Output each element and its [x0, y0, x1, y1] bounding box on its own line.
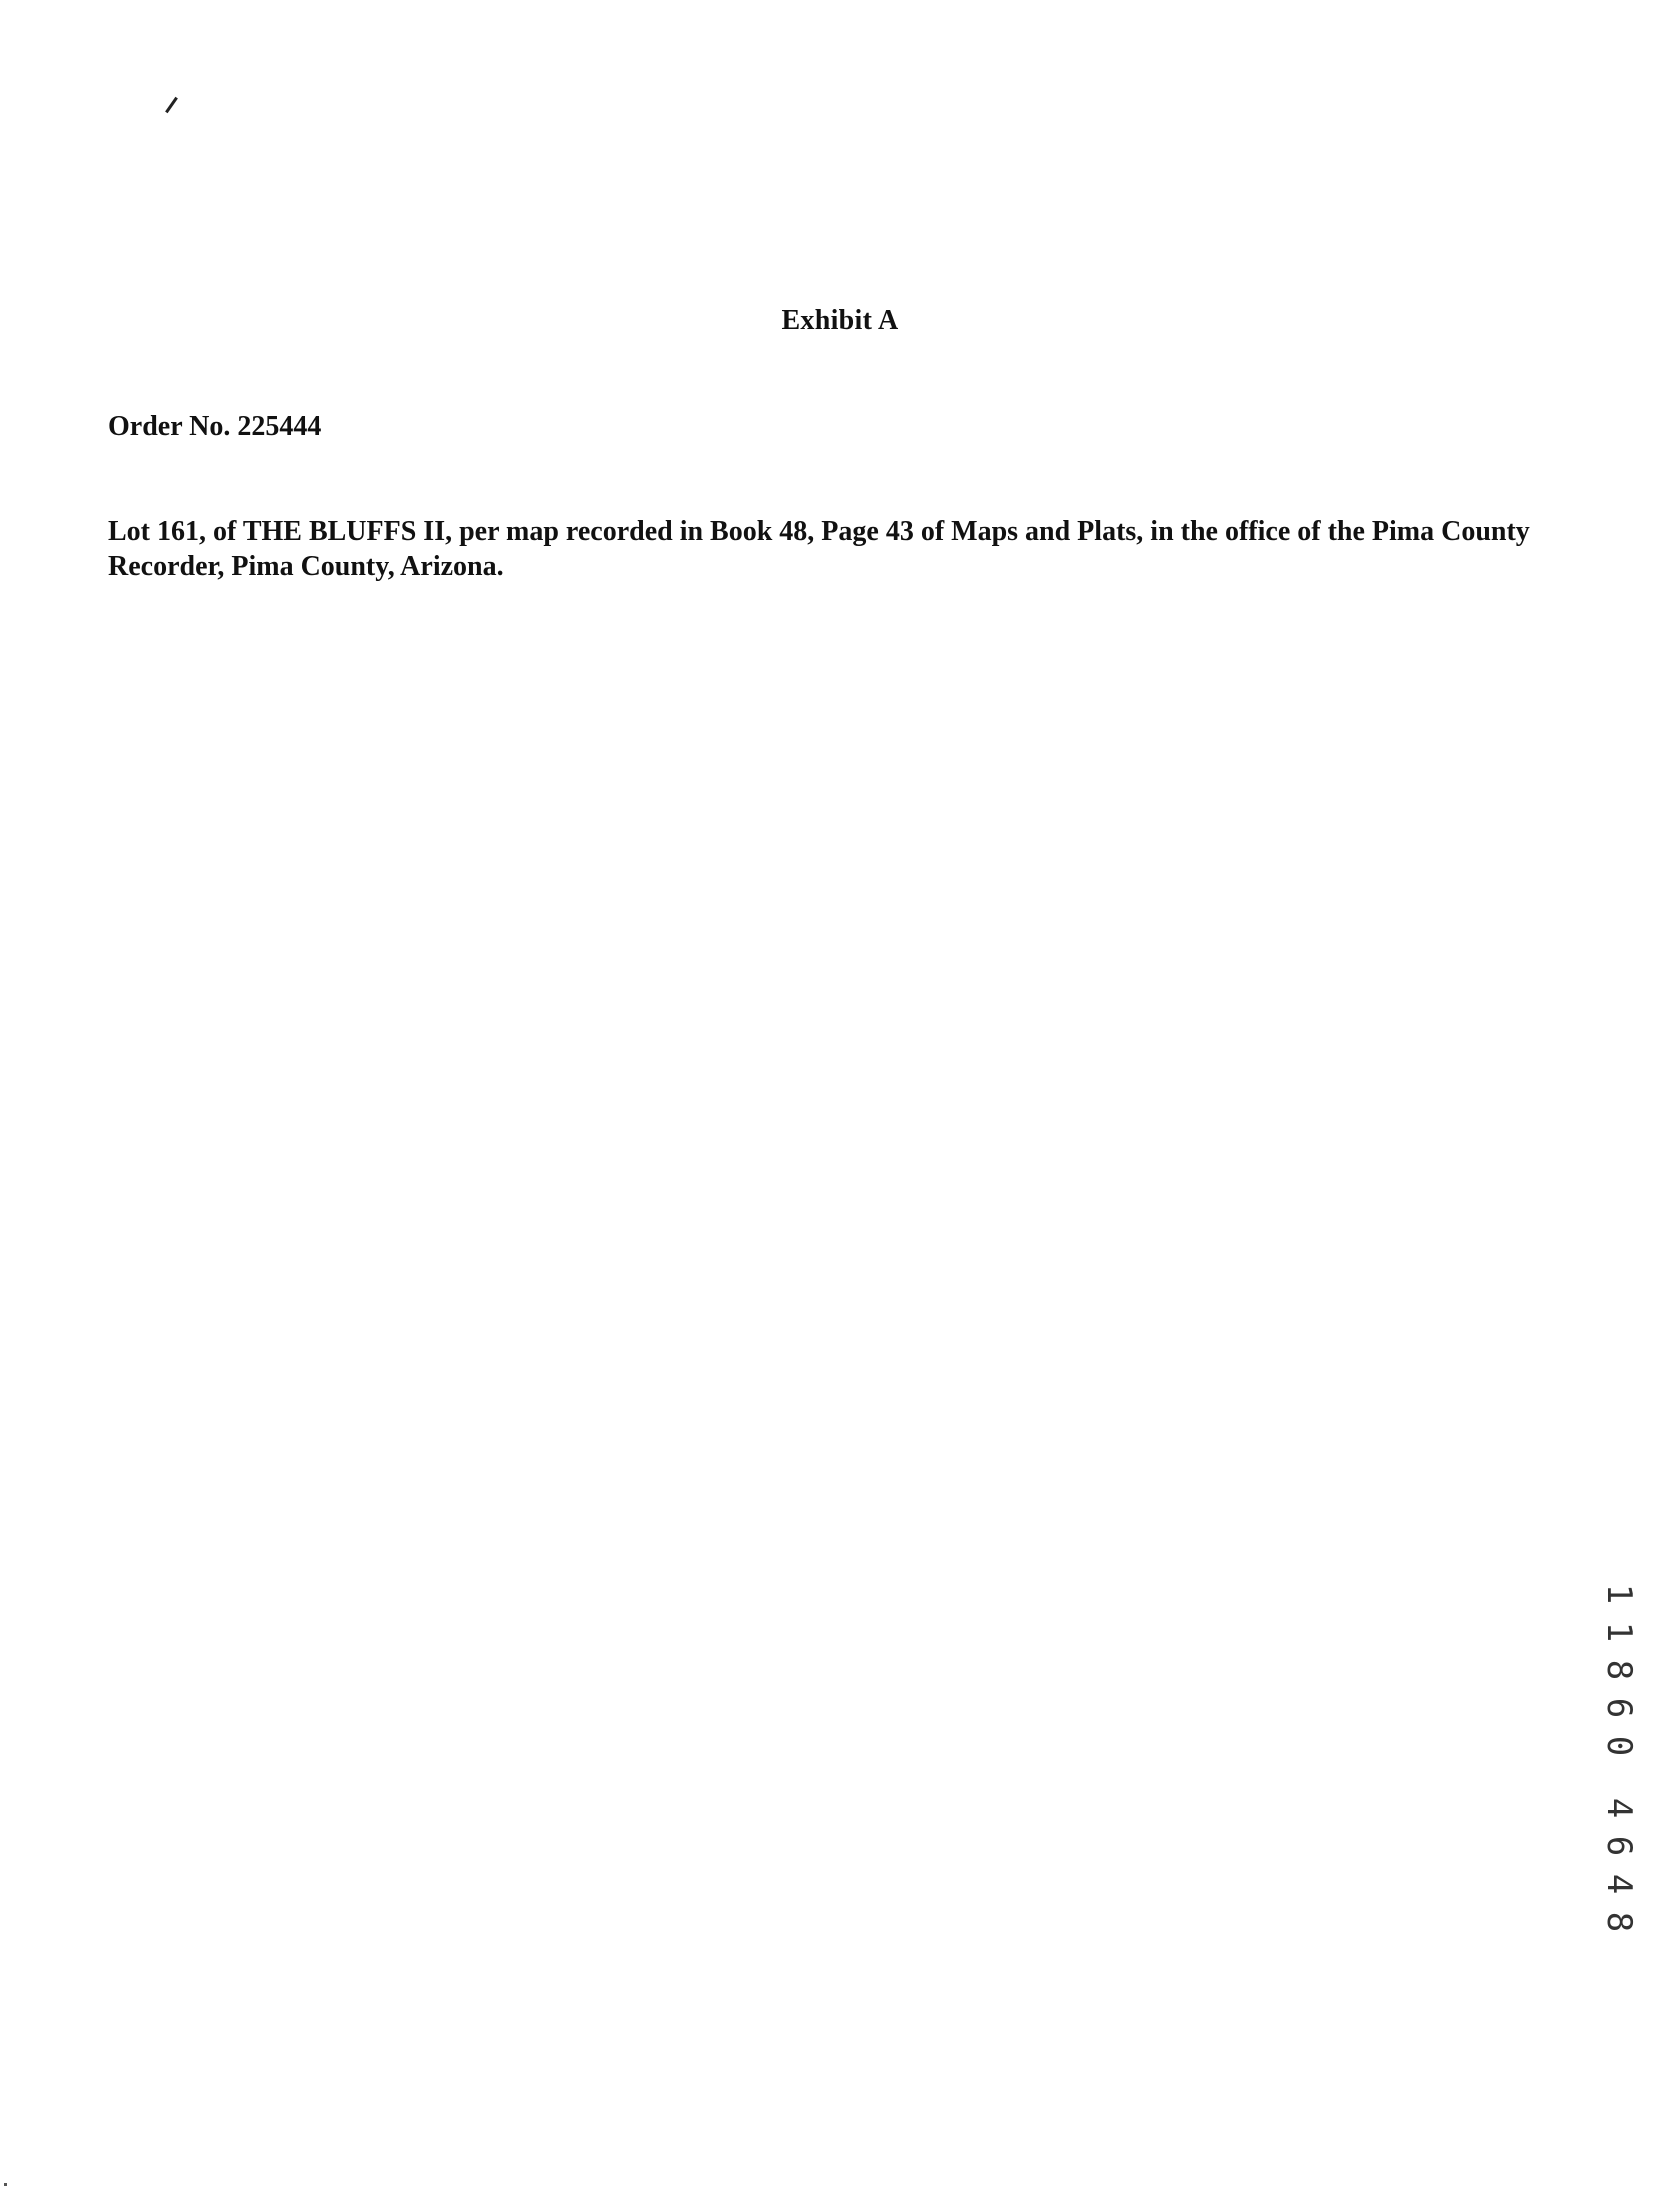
legal-description: Lot 161, of THE BLUFFS II, per map recorded in Book 48, Page 43 of Maps and Plats, in the office of the Pima County Recorder, Pima County, Arizona. [108, 516, 1530, 582]
scan-dot [4, 2183, 7, 2186]
docket-digit: 4 [1599, 1873, 1639, 1895]
docket-digit: 8 [1599, 1659, 1639, 1681]
scan-mark [165, 97, 178, 113]
docket-digit: 4 [1599, 1797, 1639, 1819]
docket-digit: 8 [1599, 1911, 1639, 1933]
docket-digit: 1 [1599, 1583, 1639, 1605]
docket-stamp [1598, 1575, 1640, 1941]
docket-digit: 1 [1599, 1621, 1639, 1643]
docket-digit: 6 [1599, 1697, 1639, 1719]
order-number: Order No. 225444 [108, 411, 322, 442]
docket-gap [1598, 1765, 1640, 1789]
exhibit-title: Exhibit A [781, 305, 899, 336]
docket-digit: 0 [1599, 1735, 1639, 1757]
docket-digit: 6 [1599, 1835, 1639, 1857]
